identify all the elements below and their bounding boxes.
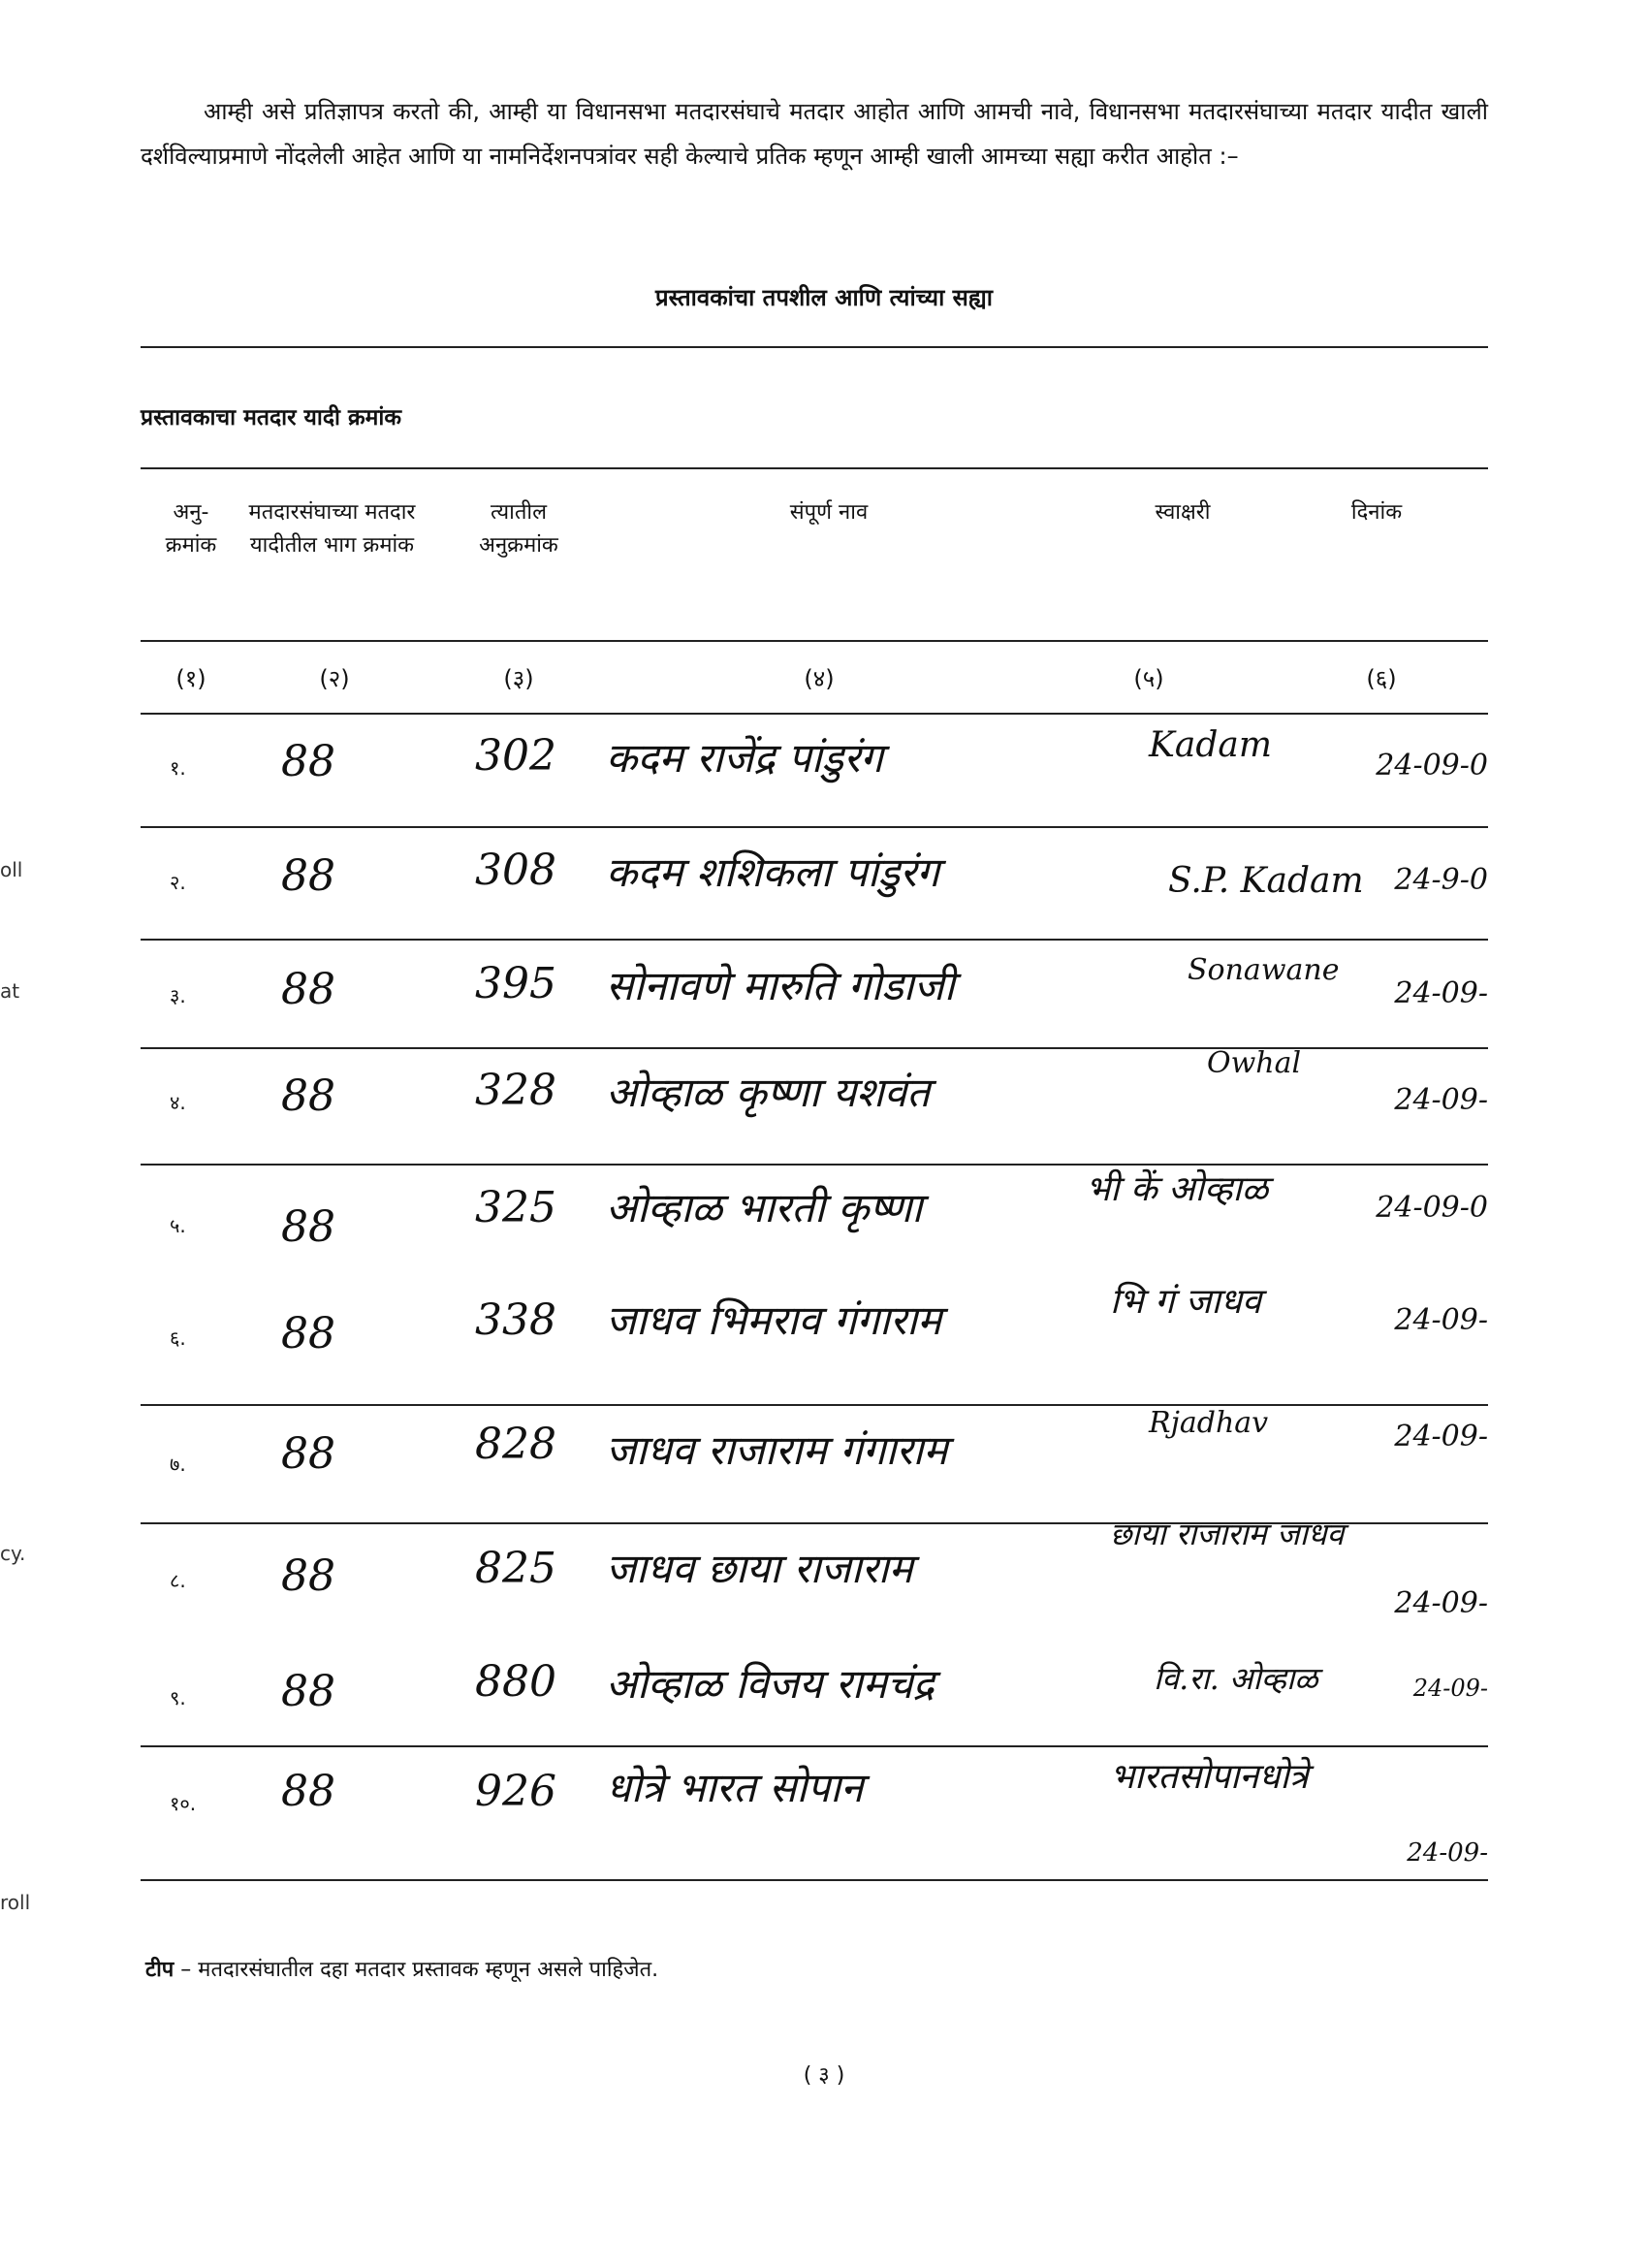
col-number: (३) xyxy=(503,665,534,692)
col-header-part: मतदारसंघाच्या मतदार यादीतील भाग क्रमांक xyxy=(248,500,416,558)
row-date: 24-09- xyxy=(1412,1675,1488,1702)
row-signature: Owhal xyxy=(1207,1046,1302,1080)
row-serial: 302 xyxy=(475,731,556,781)
footnote xyxy=(145,1954,658,1983)
row-name: ओव्हाळ भारती कृष्णा xyxy=(606,1184,923,1231)
row-sno: ३. xyxy=(170,984,186,1007)
row-serial: 395 xyxy=(475,959,556,1008)
subheading: प्रस्तावकाचा मतदार यादी क्रमांक xyxy=(141,405,402,431)
row-part: 88 xyxy=(281,1667,335,1716)
row-serial: 338 xyxy=(475,1295,556,1345)
row-sno: ४. xyxy=(170,1091,186,1114)
row-sno: २. xyxy=(170,871,186,894)
margin-text-4: roll xyxy=(0,1891,31,1914)
row-sno: १. xyxy=(170,756,186,780)
table-row xyxy=(141,1406,1488,1493)
section-heading: प्रस्तावकांचा तपशील आणि त्यांच्या सह्या xyxy=(654,284,994,311)
row-signature: भि गं जाधव xyxy=(1110,1282,1261,1322)
row-signature: S.P. Kadam xyxy=(1168,861,1364,901)
row-signature: Kadam xyxy=(1149,725,1273,765)
row-serial: 328 xyxy=(475,1066,556,1115)
table-row xyxy=(141,1745,1488,1868)
row-sno: ७. xyxy=(170,1453,186,1476)
table-row xyxy=(141,1270,1488,1358)
row-date: 24-09- xyxy=(1394,1083,1488,1117)
row-name: धोत्रे भारत सोपान xyxy=(606,1764,864,1811)
row-signature: भारतसोपानधोत्रे xyxy=(1110,1757,1309,1797)
declaration-text: आम्ही असे प्रतिज्ञापत्र करतो की, आम्ही या विधानसभा मतदारसंघाचे मतदार आहोत आणि आमची नावे, विधानसभा मतदारसंघाच्या मतदार यादीत खाली दर्शविल्याप्रमाणे नोंदलेली आहेत आणि या नामनिर्देशनपत्रांवर सही केल्याचे प्रतिक म्हणून आम्ही खाली आमच्या सह्या करीत आहोत :– xyxy=(141,98,1488,170)
table-row xyxy=(141,1164,1488,1251)
divider xyxy=(141,1879,1488,1881)
row-date: 24-09- xyxy=(1407,1838,1488,1868)
row-sno: १०. xyxy=(170,1792,197,1815)
table-row xyxy=(141,1513,1488,1620)
row-name: ओव्हाळ विजय रामचंद्र xyxy=(606,1660,935,1708)
note-label: टीप xyxy=(145,1958,174,1982)
margin-text-3: cy. xyxy=(0,1542,26,1565)
col-header-date: दिनांक xyxy=(1350,500,1403,525)
row-date: 24-9-0 xyxy=(1394,863,1488,897)
row-part: 88 xyxy=(281,1309,335,1358)
row-date: 24-09- xyxy=(1394,1303,1488,1337)
row-signature: भी कें ओव्हाळ xyxy=(1086,1169,1269,1209)
page-number: ( ३ ) xyxy=(803,2063,845,2088)
row-signature: Sonawane xyxy=(1188,953,1340,987)
row-date: 24-09- xyxy=(1394,1586,1488,1620)
table-row xyxy=(141,945,1488,1033)
row-part: 88 xyxy=(281,1202,335,1252)
row-part: 88 xyxy=(281,1429,335,1479)
row-serial: 828 xyxy=(475,1420,556,1469)
row-part: 88 xyxy=(281,851,335,901)
row-signature: छाया राजाराम जाधव xyxy=(1110,1516,1345,1552)
col-number: (४) xyxy=(804,665,835,692)
col-header-serial: त्यातील अनुक्रमांक xyxy=(479,500,558,558)
col-header-sno: अनु- क्रमांक xyxy=(165,500,217,558)
col-header-signature: स्वाक्षरी xyxy=(1155,500,1211,525)
col-number: (६) xyxy=(1366,665,1397,692)
divider xyxy=(141,467,1488,469)
table-row xyxy=(141,1046,1488,1139)
row-serial: 825 xyxy=(475,1544,556,1593)
table-row xyxy=(141,718,1488,805)
declaration-paragraph xyxy=(141,89,1488,178)
row-signature: वि.रा. ओव्हाळ xyxy=(1154,1660,1318,1697)
table-row xyxy=(141,832,1488,919)
row-part: 88 xyxy=(281,1767,335,1816)
row-sno: ५. xyxy=(170,1214,186,1237)
table-row xyxy=(141,1644,1488,1731)
divider xyxy=(141,713,1488,715)
row-name: जाधव राजाराम गंगाराम xyxy=(606,1426,948,1474)
row-name: जाधव भिमराव गंगाराम xyxy=(606,1296,942,1344)
row-date: 24-09-0 xyxy=(1376,1191,1488,1225)
row-part: 88 xyxy=(281,737,335,786)
margin-text-1: oll xyxy=(0,858,23,881)
row-serial: 308 xyxy=(475,846,556,895)
row-name: सोनावणे मारुति गोडाजी xyxy=(606,962,955,1009)
row-sno: ८. xyxy=(170,1569,186,1592)
col-header-name: संपूर्ण नाव xyxy=(789,500,869,525)
divider xyxy=(141,826,1488,828)
row-name: कदम शशिकला पांडुरंग xyxy=(606,848,940,896)
row-part: 88 xyxy=(281,1071,335,1121)
margin-text-2: at xyxy=(0,979,20,1003)
row-serial: 926 xyxy=(475,1767,556,1816)
row-date: 24-09- xyxy=(1394,1420,1488,1453)
row-serial: 325 xyxy=(475,1183,556,1232)
col-number: (५) xyxy=(1133,665,1164,692)
row-part: 88 xyxy=(281,1551,335,1601)
row-part: 88 xyxy=(281,965,335,1014)
col-number: (१) xyxy=(175,665,206,692)
row-serial: 880 xyxy=(475,1657,556,1707)
row-sno: ६. xyxy=(170,1326,186,1350)
divider xyxy=(141,640,1488,642)
note-text: – मतदारसंघातील दहा मतदार प्रस्तावक म्हणून असले पाहिजेत. xyxy=(180,1958,659,1982)
row-name: कदम राजेंद्र पांडुरंग xyxy=(606,734,883,782)
divider xyxy=(141,939,1488,941)
divider xyxy=(141,346,1488,348)
row-date: 24-09- xyxy=(1394,976,1488,1010)
row-signature: Rjadhav xyxy=(1149,1406,1269,1440)
row-sno: ९. xyxy=(170,1686,186,1709)
row-name: जाधव छाया राजाराम xyxy=(606,1545,913,1592)
row-name: ओव्हाळ कृष्णा यशवंत xyxy=(606,1069,931,1116)
row-date: 24-09-0 xyxy=(1376,749,1488,783)
col-number: (२) xyxy=(319,665,350,692)
